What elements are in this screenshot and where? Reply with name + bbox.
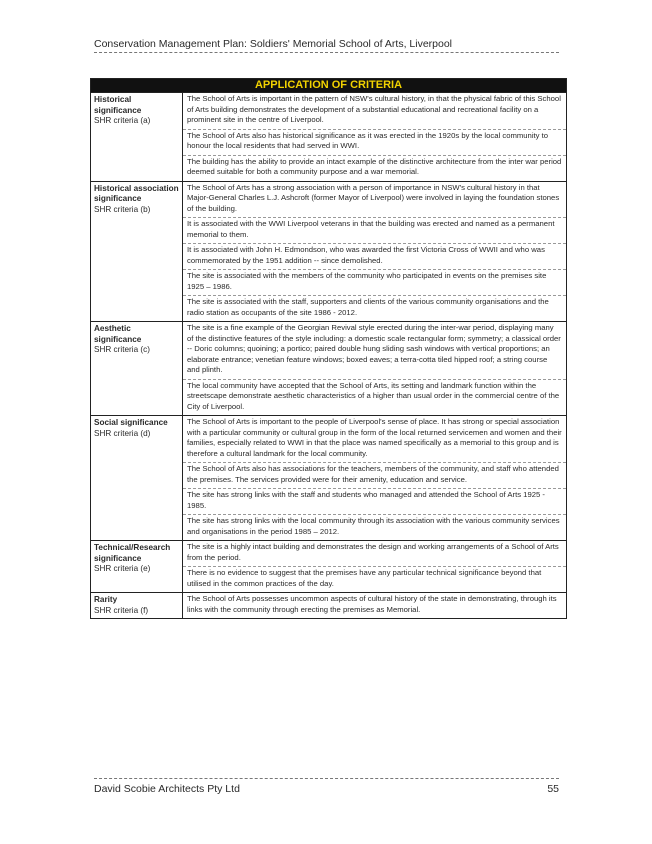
criterion-label-cell: [91, 593, 183, 618]
criterion-code: SHR criteria (c): [94, 345, 150, 354]
criterion-paragraph: The School of Arts is important to the people of Liverpool's sense of place. It has strong or special association with a particular community or cultural group in the form of the local returned servicemen and women and their families, especially related to WWI in that the place was named specifically as a memorial to this group and is therefore a cultural landmark for the local community.: [187, 417, 562, 458]
criterion-paragraph: There is no evidence to suggest that the premises have any particular technical significance beyond that utilised in the common practices of the day.: [183, 566, 566, 592]
criterion-code: SHR criteria (d): [94, 428, 151, 438]
criterion-paragraph: The School of Arts possesses uncommon aspects of cultural history of the state in demonstrating, through its links with the community through erecting the premises as Memorial.: [187, 594, 557, 614]
criterion-name: Social significance: [94, 418, 168, 427]
criterion-paragraph: The site is a fine example of the Georgian Revival style erected during the inter-war period, displaying many of the distinctive features of the style including: a domestic scale rectangular form; symmetry; a classical order -- Doric columns; quoining; a portico; paired double hung sliding sash windows with vertical proportions; an elaborate entrance; venetian feature windows; boxed eaves; a terra-cotta tiled hipped roof; a string course and plinth.: [187, 323, 561, 374]
table-title: APPLICATION OF CRITERIA: [91, 79, 566, 92]
table-body: [91, 92, 566, 618]
page-footer: [94, 778, 559, 795]
footer-company: David Scobie Architects Pty Ltd: [94, 783, 240, 795]
criterion-code: SHR criteria (a): [94, 116, 151, 125]
criterion-paragraph: The School of Arts also has associations for the teachers, members of the community, and staff who attended the premises. The services provided were for their amenity, education and service.: [183, 462, 566, 488]
criterion-paragraph: It is associated with the WWI Liverpool veterans in that the building was erected and named as a permanent memorial to them.: [183, 217, 566, 243]
criterion-paragraph: The site is associated with the members of the community who participated in events on the premises site 1925 – 1986.: [183, 269, 566, 295]
criterion-paragraph: The site has strong links with the staff and students who managed and attended the School of Arts 1925 - 1985.: [183, 488, 566, 514]
criterion-paragraph: The site has strong links with the local community through its association with the various community services and organisations in the period 1985 – 2012.: [183, 514, 566, 540]
criterion-label-cell: [91, 322, 183, 415]
page-number: 55: [547, 783, 559, 795]
criterion-paragraph: The site is associated with the staff, supporters and clients of the various community organisations and the radio station as occupants of the site 1986 - 2012.: [183, 295, 566, 321]
criterion-paragraph: The School of Arts also has historical significance as it was erected in the 1920s by the local community to honour the local residents that had served in WWI.: [183, 129, 566, 155]
criterion-content-cell: [183, 541, 566, 592]
criterion-paragraph: The building has the ability to provide an intact example of the distinctive architecture from the inter war period deemed suitable for both a community purpose and a war memorial.: [183, 155, 566, 181]
criterion-name: Rarity: [94, 595, 118, 604]
criterion-name: Historical association significance: [94, 183, 179, 203]
table-row: [91, 321, 566, 415]
criterion-label-cell: [91, 93, 183, 181]
table-row: [91, 92, 566, 181]
criterion-label-cell: [91, 541, 183, 592]
criterion-content-cell: [183, 182, 566, 322]
criterion-name: Aesthetic significance: [94, 324, 142, 344]
table-row: [91, 415, 566, 540]
table-row: [91, 540, 566, 592]
criterion-content-cell: [183, 593, 566, 618]
page-header-title: Conservation Management Plan: Soldiers' Memorial School of Arts, Liverpool: [94, 38, 559, 53]
table-row: [91, 181, 566, 322]
criterion-content-cell: [183, 416, 566, 540]
criterion-label-cell: [91, 182, 183, 322]
criterion-code: SHR criteria (e): [94, 564, 151, 573]
criterion-code: SHR criteria (b): [94, 204, 151, 214]
criterion-name: Technical/Research significance: [94, 543, 171, 563]
criterion-paragraph: It is associated with John H. Edmondson, who was awarded the first Victoria Cross of WWII and who was commemorated by the 1951 addition -- since demolished.: [183, 243, 566, 269]
criterion-code: SHR criteria (f): [94, 605, 149, 615]
criterion-paragraph: The School of Arts is important in the pattern of NSW's cultural history, in that the physical fabric of this School of Arts building demonstrates the development of a substantial educational and recreational facility on a prominent site in the centre of Liverpool.: [187, 94, 561, 124]
table-row: [91, 592, 566, 618]
criterion-paragraph: The local community have accepted that the School of Arts, its setting and landmark function within the streetscape demonstrate aesthetic characteristics of a higher than usual order in the commercial centre of the City of Liverpool.: [183, 379, 566, 416]
criterion-label-cell: [91, 416, 183, 540]
criteria-table: [90, 78, 567, 619]
criterion-paragraph: The site is a highly intact building and demonstrates the design and working arrangements of a School of Arts from the period.: [187, 542, 559, 562]
criterion-content-cell: [183, 322, 566, 415]
criterion-content-cell: [183, 93, 566, 181]
criterion-paragraph: The School of Arts has a strong association with a person of importance in NSW's cultural history in that Major-General Charles L.J. Ashcroft (former Mayor of Liverpool) were involved in laying the foundation stones of the building.: [187, 182, 560, 213]
criterion-name: Historical significance: [94, 95, 142, 115]
